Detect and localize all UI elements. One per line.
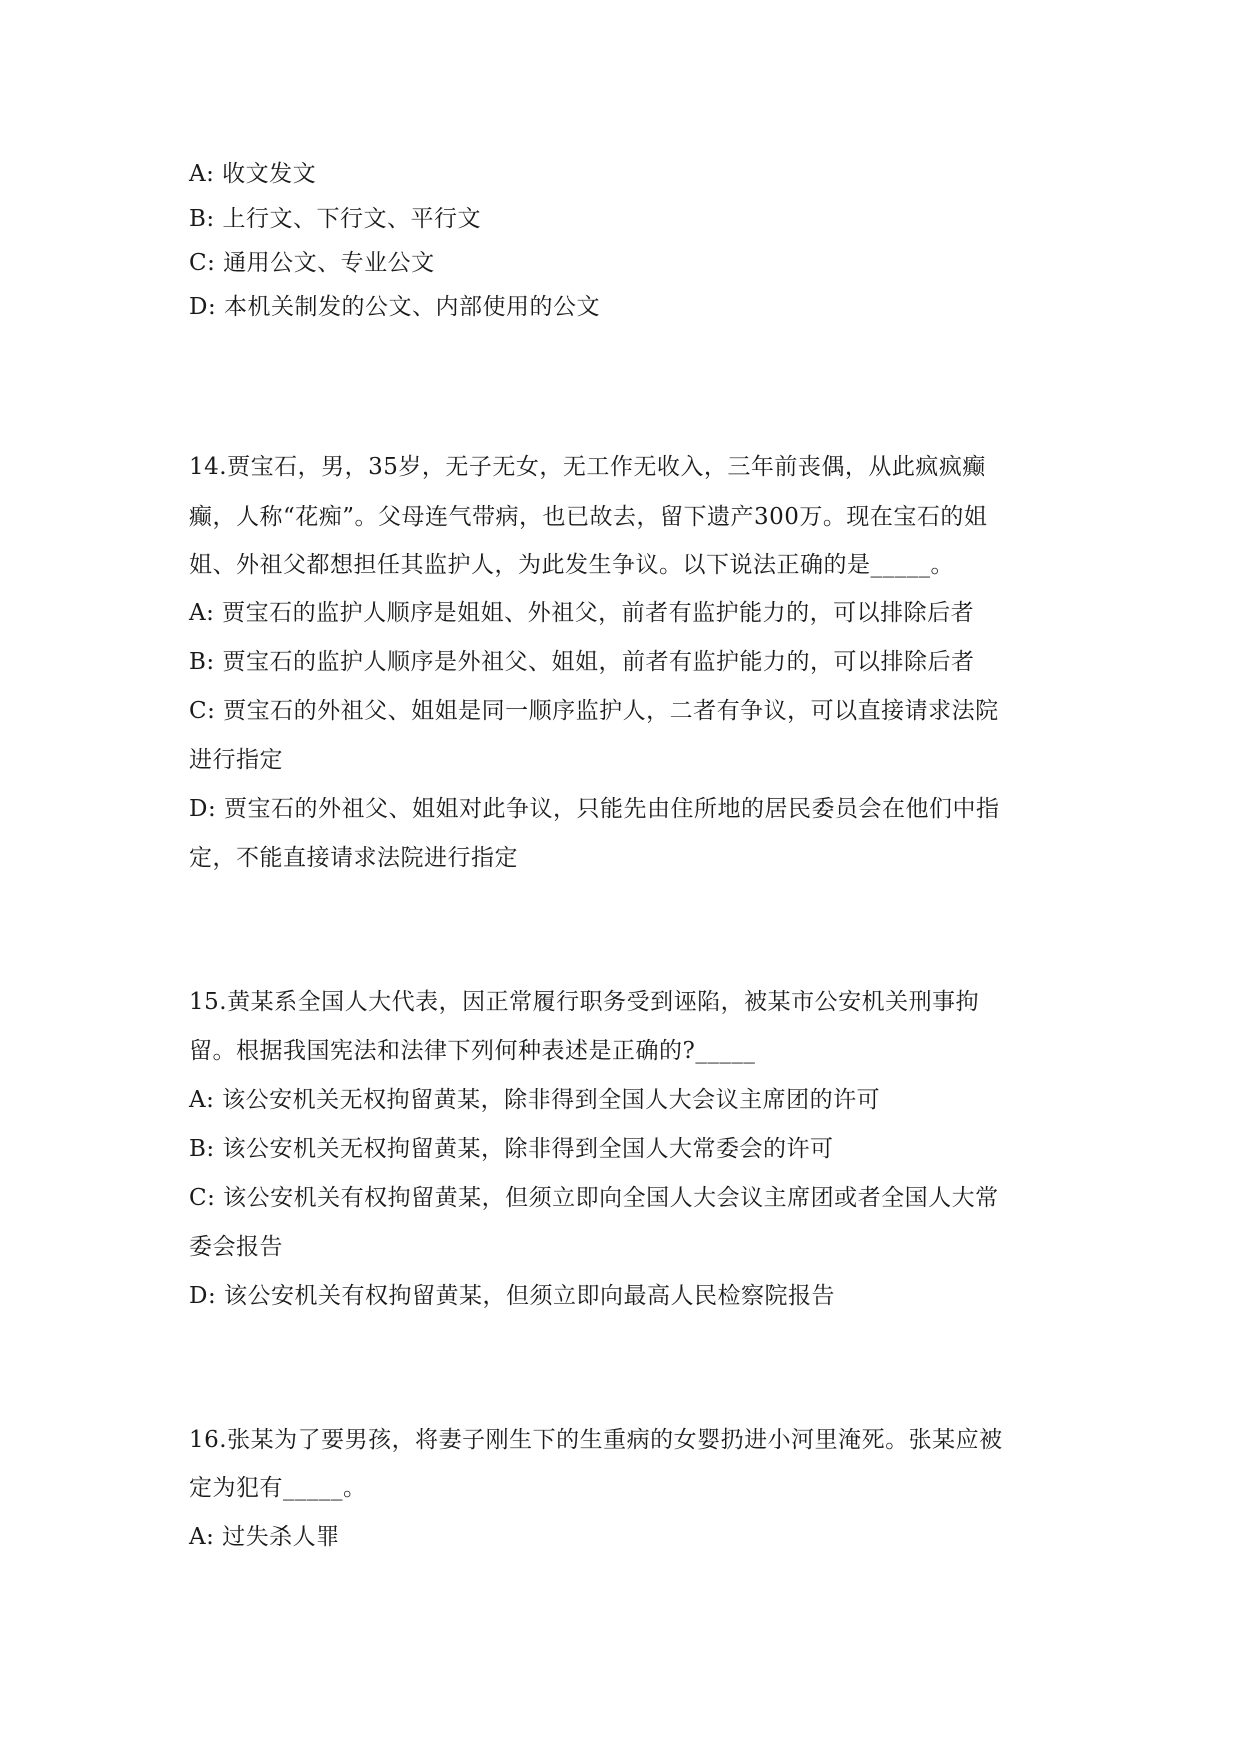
- q15-option-c-cont: 委会报告: [189, 1234, 283, 1260]
- q13-option-d: D: 本机关制发的公文、内部使用的公文: [189, 294, 601, 320]
- q15-option-a: A: 该公安机关无权拘留黄某，除非得到全国人大会议主席团的许可: [189, 1087, 881, 1113]
- q14-option-a: A: 贾宝石的监护人顺序是姐姐、外祖父，前者有监护能力的，可以排除后者: [189, 600, 975, 626]
- q15-stem-line: 15.黄某系全国人大代表，因正常履行职务受到诬陷，被某市公安机关刑事拘: [189, 989, 980, 1015]
- q14-stem-line: 14.贾宝石，男，35岁，无子无女，无工作无收入，三年前丧偶，从此疯疯癫: [189, 454, 986, 480]
- q13-option-c: C: 通用公文、专业公文: [189, 250, 435, 276]
- q14-stem-line: 姐、外祖父都想担任其监护人，为此发生争议。以下说法正确的是_____。: [189, 552, 954, 578]
- q14-option-d: D: 贾宝石的外祖父、姐姐对此争议，只能先由住所地的居民委员会在他们中指: [189, 796, 1000, 822]
- q14-option-d-cont: 定，不能直接请求法院进行指定: [189, 845, 518, 871]
- q15-option-b: B: 该公安机关无权拘留黄某，除非得到全国人大常委会的许可: [189, 1136, 834, 1162]
- q16-option-a: A: 过失杀人罪: [189, 1524, 340, 1550]
- q15-option-d: D: 该公安机关有权拘留黄某，但须立即向最高人民检察院报告: [189, 1283, 836, 1309]
- q16-stem-line: 定为犯有_____。: [189, 1475, 367, 1501]
- q16-stem-line: 16.张某为了要男孩，将妻子刚生下的生重病的女婴扔进小河里淹死。张某应被: [189, 1427, 1003, 1453]
- q15-option-c: C: 该公安机关有权拘留黄某，但须立即向全国人大会议主席团或者全国人大常: [189, 1185, 999, 1211]
- q14-stem-line: 癫，人称“花痴”。父母连气带病，也已故去，留下遗产300万。现在宝石的姐: [189, 504, 988, 530]
- q14-option-c: C: 贾宝石的外祖父、姐姐是同一顺序监护人，二者有争议，可以直接请求法院: [189, 698, 999, 724]
- q13-option-b: B: 上行文、下行文、平行文: [189, 206, 481, 232]
- q14-option-c-cont: 进行指定: [189, 747, 283, 773]
- q14-option-b: B: 贾宝石的监护人顺序是外祖父、姐姐，前者有监护能力的，可以排除后者: [189, 649, 975, 675]
- q15-stem-line: 留。根据我国宪法和法律下列何种表述是正确的?_____: [189, 1038, 756, 1064]
- q13-option-a: A: 收文发文: [189, 161, 317, 187]
